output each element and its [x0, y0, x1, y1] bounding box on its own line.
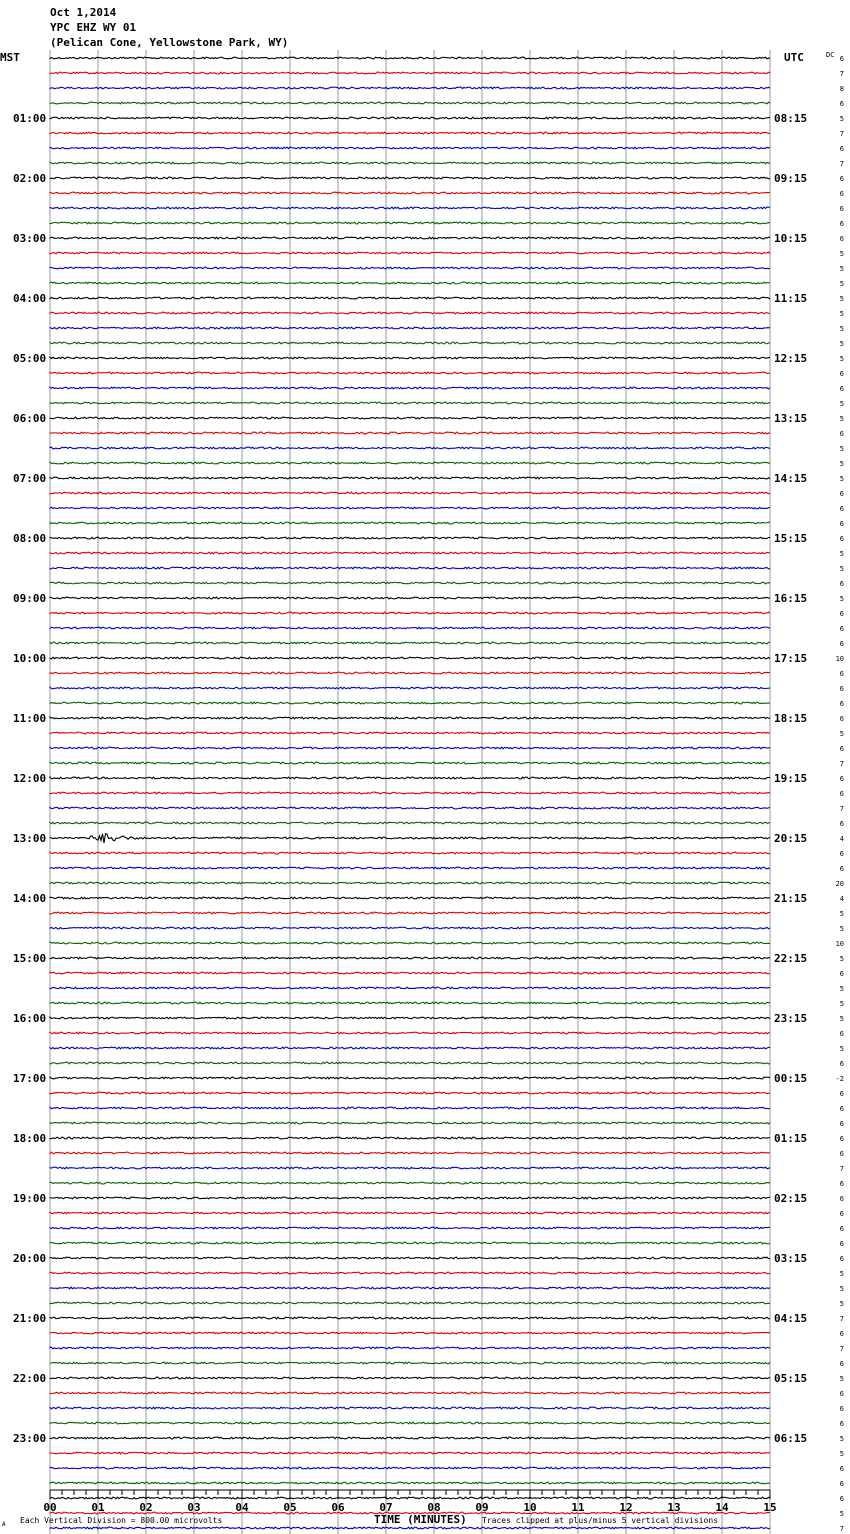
dc-offset-row-47: 7	[839, 760, 844, 768]
utc-label-2315: 23:15	[774, 1012, 808, 1025]
dc-offset-row-18: 5	[839, 325, 844, 333]
trace-row-34	[50, 567, 770, 569]
mst-label-1300: 13:00	[13, 832, 47, 845]
trace-row-30	[50, 507, 770, 509]
trace-row-10	[50, 207, 770, 209]
utc-label-1515: 15:15	[774, 532, 808, 545]
trace-row-27	[50, 462, 770, 464]
mst-label-1600: 16:00	[13, 1012, 47, 1025]
trace-row-37	[50, 612, 770, 614]
dc-offset-row-60: 5	[839, 955, 844, 963]
dc-offset-row-58: 5	[839, 925, 844, 933]
trace-row-17	[50, 312, 770, 314]
trace-row-21	[50, 372, 770, 374]
dc-offset-row-88: 5	[839, 1375, 844, 1383]
dc-offset-row-36: 5	[839, 595, 844, 603]
trace-row-14	[50, 267, 770, 269]
dc-offset-row-20: 5	[839, 355, 844, 363]
dc-offset-row-9: 6	[839, 190, 844, 198]
trace-row-47	[50, 762, 770, 764]
dc-offset-row-81: 5	[839, 1270, 844, 1278]
trace-row-26	[50, 447, 770, 449]
dc-offset-column	[836, 55, 844, 1534]
trace-row-48	[50, 777, 770, 779]
dc-offset-row-40: 10	[835, 655, 844, 663]
dc-offset-row-96: 6	[839, 1495, 844, 1503]
header-date: Oct 1,2014	[50, 6, 117, 19]
trace-row-84	[50, 1317, 770, 1319]
utc-label-0515: 05:15	[774, 1372, 808, 1385]
utc-label-1815: 18:15	[774, 712, 808, 725]
trace-row-44	[50, 717, 770, 719]
dc-offset-row-33: 5	[839, 550, 844, 558]
trace-row-90	[50, 1407, 770, 1409]
right-timezone-label: UTC	[784, 51, 804, 64]
trace-row-89	[50, 1392, 770, 1394]
dc-offset-row-22: 6	[839, 385, 844, 393]
dc-offset-row-28: 5	[839, 475, 844, 483]
dc-offset-row-92: 5	[839, 1435, 844, 1443]
trace-row-64	[50, 1017, 770, 1019]
utc-label-1915: 19:15	[774, 772, 808, 785]
trace-row-20	[50, 357, 770, 359]
x-axis-title: TIME (MINUTES)	[374, 1513, 467, 1526]
trace-row-6	[50, 147, 770, 149]
trace-row-33	[50, 552, 770, 554]
dc-offset-row-44: 6	[839, 715, 844, 723]
trace-row-39	[50, 642, 770, 644]
x-tick-label-02: 02	[139, 1501, 153, 1514]
utc-label-1415: 14:15	[774, 472, 808, 485]
header-channel: YPC EHZ WY 01	[50, 21, 137, 34]
trace-row-74	[50, 1167, 770, 1169]
trace-row-87	[50, 1362, 770, 1364]
dc-offset-row-2: 8	[839, 85, 844, 93]
dc-offset-row-52: 4	[839, 835, 844, 843]
dc-offset-row-80: 6	[839, 1255, 844, 1263]
dc-offset-row-97: 5	[839, 1510, 844, 1518]
mst-label-2000: 20:00	[13, 1252, 47, 1265]
mst-label-0300: 03:00	[13, 232, 47, 245]
x-tick-label-13: 13	[667, 1501, 681, 1514]
trace-row-24	[50, 417, 770, 419]
header-location: (Pelican Cone, Yellowstone Park, WY)	[50, 36, 289, 49]
utc-label-1315: 13:15	[774, 412, 808, 425]
trace-row-69	[50, 1092, 770, 1094]
trace-row-92	[50, 1437, 770, 1439]
trace-row-60	[50, 957, 770, 959]
dc-offset-row-53: 6	[839, 850, 844, 858]
dc-offset-row-78: 6	[839, 1225, 844, 1233]
dc-offset-row-73: 6	[839, 1150, 844, 1158]
trace-row-36	[50, 597, 770, 599]
trace-row-7	[50, 162, 770, 164]
dc-offset-row-27: 5	[839, 460, 844, 468]
x-axis	[43, 1490, 776, 1514]
trace-row-63	[50, 1002, 770, 1004]
trace-row-62	[50, 987, 770, 989]
dc-offset-row-19: 5	[839, 340, 844, 348]
dc-offset-row-5: 7	[839, 130, 844, 138]
mst-label-1100: 11:00	[13, 712, 47, 725]
trace-group	[50, 57, 770, 1534]
x-tick-label-15: 15	[763, 1501, 777, 1514]
dc-offset-row-32: 6	[839, 535, 844, 543]
x-tick-label-06: 06	[331, 1501, 345, 1514]
utc-label-0315: 03:15	[774, 1252, 808, 1265]
dc-offset-row-67: 6	[839, 1060, 844, 1068]
mst-label-0800: 08:00	[13, 532, 47, 545]
trace-row-70	[50, 1107, 770, 1109]
dc-offset-row-13: 5	[839, 250, 844, 258]
trace-row-95	[50, 1482, 770, 1484]
dc-offset-row-43: 6	[839, 700, 844, 708]
trace-row-66	[50, 1047, 770, 1049]
dc-offset-row-1: 7	[839, 70, 844, 78]
dc-offset-row-55: 20	[835, 880, 844, 888]
dc-offset-row-35: 6	[839, 580, 844, 588]
trace-row-88	[50, 1377, 770, 1379]
trace-row-28	[50, 477, 770, 479]
trace-row-80	[50, 1257, 770, 1259]
trace-row-45	[50, 732, 770, 734]
utc-label-0815: 08:15	[774, 112, 808, 125]
dc-offset-row-75: 6	[839, 1180, 844, 1188]
trace-row-72	[50, 1137, 770, 1139]
trace-row-49	[50, 792, 770, 794]
trace-row-59	[50, 942, 770, 944]
trace-row-16	[50, 297, 770, 299]
left-timezone-label: MST	[0, 51, 20, 64]
mst-label-1800: 18:00	[13, 1132, 47, 1145]
mst-label-0400: 04:00	[13, 292, 47, 305]
utc-label-1015: 10:15	[774, 232, 808, 245]
trace-row-4	[50, 117, 770, 119]
utc-label-2215: 22:15	[774, 952, 808, 965]
trace-row-12	[50, 237, 770, 239]
trace-row-58	[50, 927, 770, 929]
trace-row-78	[50, 1227, 770, 1229]
dc-offset-row-8: 6	[839, 175, 844, 183]
mst-label-1700: 17:00	[13, 1072, 47, 1085]
dc-offset-row-77: 6	[839, 1210, 844, 1218]
trace-row-81	[50, 1272, 770, 1274]
x-tick-label-04: 04	[235, 1501, 249, 1514]
trace-row-71	[50, 1122, 770, 1124]
mst-label-0100: 01:00	[13, 112, 47, 125]
trace-row-76	[50, 1197, 770, 1199]
trace-row-8	[50, 177, 770, 179]
utc-hour-labels	[774, 112, 807, 1445]
dc-offset-row-95: 6	[839, 1480, 844, 1488]
utc-label-0215: 02:15	[774, 1192, 808, 1205]
x-tick-label-09: 09	[475, 1501, 489, 1514]
trace-row-52	[50, 834, 770, 843]
dc-offset-row-25: 6	[839, 430, 844, 438]
utc-label-1615: 16:15	[774, 592, 808, 605]
trace-row-9	[50, 192, 770, 194]
trace-row-18	[50, 327, 770, 329]
dc-offset-row-71: 6	[839, 1120, 844, 1128]
x-tick-label-01: 01	[91, 1501, 105, 1514]
trace-row-22	[50, 387, 770, 389]
utc-label-1215: 12:15	[774, 352, 808, 365]
dc-offset-row-26: 5	[839, 445, 844, 453]
mst-label-2300: 23:00	[13, 1432, 47, 1445]
utc-label-2015: 20:15	[774, 832, 808, 845]
x-tick-label-08: 08	[427, 1501, 441, 1514]
dc-offset-row-11: 6	[839, 220, 844, 228]
dc-offset-row-24: 5	[839, 415, 844, 423]
trace-row-98	[50, 1527, 770, 1529]
dc-offset-row-64: 5	[839, 1015, 844, 1023]
dc-offset-row-6: 6	[839, 145, 844, 153]
trace-row-40	[50, 657, 770, 659]
mst-label-2100: 21:00	[13, 1312, 47, 1325]
dc-offset-row-38: 6	[839, 625, 844, 633]
trace-row-96	[50, 1497, 770, 1499]
dc-offset-row-15: 5	[839, 280, 844, 288]
dc-offset-row-62: 5	[839, 985, 844, 993]
dc-offset-row-91: 6	[839, 1420, 844, 1428]
x-tick-label-14: 14	[715, 1501, 729, 1514]
mst-label-1000: 10:00	[13, 652, 47, 665]
mst-hour-labels	[13, 112, 46, 1445]
dc-offset-row-68: -2	[835, 1075, 844, 1083]
dc-offset-row-94: 6	[839, 1465, 844, 1473]
trace-row-13	[50, 252, 770, 254]
trace-row-54	[50, 867, 770, 869]
dc-offset-row-93: 5	[839, 1450, 844, 1458]
dc-offset-row-83: 5	[839, 1300, 844, 1308]
dc-offset-row-46: 6	[839, 745, 844, 753]
dc-offset-row-57: 5	[839, 910, 844, 918]
utc-label-0415: 04:15	[774, 1312, 808, 1325]
mst-label-1500: 15:00	[13, 952, 47, 965]
trace-row-86	[50, 1347, 770, 1349]
trace-row-91	[50, 1422, 770, 1424]
dc-offset-row-76: 6	[839, 1195, 844, 1203]
trace-row-15	[50, 282, 770, 284]
utc-label-2115: 21:15	[774, 892, 808, 905]
dc-offset-row-23: 5	[839, 400, 844, 408]
trace-row-46	[50, 747, 770, 749]
trace-row-0	[50, 57, 770, 59]
dc-offset-row-7: 7	[839, 160, 844, 168]
dc-offset-row-79: 6	[839, 1240, 844, 1248]
dc-offset-row-70: 6	[839, 1105, 844, 1113]
dc-offset-row-98: 7	[839, 1525, 844, 1533]
dc-offset-row-0: 6	[839, 55, 844, 63]
dc-offset-row-72: 6	[839, 1135, 844, 1143]
trace-row-50	[50, 807, 770, 809]
dc-offset-row-85: 6	[839, 1330, 844, 1338]
dc-offset-row-86: 7	[839, 1345, 844, 1353]
mst-label-1400: 14:00	[13, 892, 47, 905]
utc-label-1715: 17:15	[774, 652, 808, 665]
dc-offset-row-16: 5	[839, 295, 844, 303]
utc-label-0615: 06:15	[774, 1432, 808, 1445]
corner-mark: A	[2, 1521, 6, 1528]
dc-offset-row-29: 6	[839, 490, 844, 498]
x-tick-label-00: 00	[43, 1501, 57, 1514]
utc-label-1115: 11:15	[774, 292, 808, 305]
trace-row-55	[50, 882, 770, 884]
mst-label-2200: 22:00	[13, 1372, 47, 1385]
dc-offset-row-82: 5	[839, 1285, 844, 1293]
dc-offset-row-59: 10	[835, 940, 844, 948]
trace-row-57	[50, 912, 770, 914]
trace-row-73	[50, 1152, 770, 1154]
trace-row-5	[50, 132, 770, 134]
dc-offset-row-84: 7	[839, 1315, 844, 1323]
dc-offset-row-50: 7	[839, 805, 844, 813]
utc-label-0915: 09:15	[774, 172, 808, 185]
trace-row-56	[50, 897, 770, 899]
dc-offset-row-14: 5	[839, 265, 844, 273]
trace-row-77	[50, 1212, 770, 1214]
dc-offset-row-56: 4	[839, 895, 844, 903]
dc-offset-row-61: 6	[839, 970, 844, 978]
dc-offset-row-31: 6	[839, 520, 844, 528]
dc-offset-row-42: 6	[839, 685, 844, 693]
trace-row-38	[50, 627, 770, 629]
trace-row-23	[50, 402, 770, 404]
dc-offset-row-74: 7	[839, 1165, 844, 1173]
trace-row-35	[50, 582, 770, 584]
dc-offset-row-54: 6	[839, 865, 844, 873]
dc-offset-row-17: 5	[839, 310, 844, 318]
dc-offset-row-37: 6	[839, 610, 844, 618]
dc-offset-row-30: 6	[839, 505, 844, 513]
trace-row-41	[50, 672, 770, 674]
utc-label-0015: 00:15	[774, 1072, 808, 1085]
trace-row-11	[50, 222, 770, 224]
x-tick-label-05: 05	[283, 1501, 297, 1514]
clip-note: Traces clipped at plus/minus 5 vertical divisions	[482, 1516, 719, 1525]
mst-label-0200: 02:00	[13, 172, 47, 185]
dc-offset-row-45: 5	[839, 730, 844, 738]
dc-label: DC	[826, 51, 835, 59]
mst-label-0700: 07:00	[13, 472, 47, 485]
dc-offset-row-34: 5	[839, 565, 844, 573]
dc-offset-row-39: 6	[839, 640, 844, 648]
dc-offset-row-69: 6	[839, 1090, 844, 1098]
mst-label-1900: 19:00	[13, 1192, 47, 1205]
dc-offset-row-87: 6	[839, 1360, 844, 1368]
trace-row-61	[50, 972, 770, 974]
trace-row-83	[50, 1302, 770, 1304]
trace-row-32	[50, 537, 770, 539]
trace-row-75	[50, 1182, 770, 1184]
trace-row-3	[50, 102, 770, 104]
x-tick-label-11: 11	[571, 1501, 585, 1514]
trace-row-19	[50, 342, 770, 344]
dc-offset-row-4: 5	[839, 115, 844, 123]
trace-row-53	[50, 852, 770, 854]
trace-row-29	[50, 492, 770, 494]
dc-offset-row-90: 6	[839, 1405, 844, 1413]
dc-offset-row-12: 6	[839, 235, 844, 243]
trace-row-31	[50, 522, 770, 524]
mst-label-1200: 12:00	[13, 772, 47, 785]
trace-row-42	[50, 687, 770, 689]
x-tick-label-12: 12	[619, 1501, 633, 1514]
trace-row-82	[50, 1287, 770, 1289]
trace-row-94	[50, 1467, 770, 1469]
x-tick-label-03: 03	[187, 1501, 201, 1514]
dc-offset-row-3: 6	[839, 100, 844, 108]
dc-offset-row-63: 5	[839, 1000, 844, 1008]
trace-row-43	[50, 702, 770, 704]
x-tick-label-07: 07	[379, 1501, 393, 1514]
mst-label-0500: 05:00	[13, 352, 47, 365]
trace-row-67	[50, 1062, 770, 1064]
trace-row-85	[50, 1332, 770, 1334]
trace-row-65	[50, 1032, 770, 1034]
dc-offset-row-66: 5	[839, 1045, 844, 1053]
x-tick-label-10: 10	[523, 1501, 537, 1514]
trace-row-93	[50, 1452, 770, 1454]
utc-label-0115: 01:15	[774, 1132, 808, 1145]
vertical-division-note: Each Vertical Division = 800.00 microvolts	[20, 1516, 223, 1525]
trace-row-25	[50, 432, 770, 434]
trace-row-1	[50, 72, 770, 74]
dc-offset-row-49: 6	[839, 790, 844, 798]
trace-row-79	[50, 1242, 770, 1244]
dc-offset-row-89: 6	[839, 1390, 844, 1398]
dc-offset-row-51: 6	[839, 820, 844, 828]
trace-row-2	[50, 87, 770, 89]
mst-label-0900: 09:00	[13, 592, 47, 605]
mst-label-0600: 06:00	[13, 412, 47, 425]
dc-offset-row-65: 6	[839, 1030, 844, 1038]
dc-offset-row-21: 6	[839, 370, 844, 378]
dc-offset-row-48: 6	[839, 775, 844, 783]
trace-row-68	[50, 1077, 770, 1079]
dc-offset-row-41: 6	[839, 670, 844, 678]
dc-offset-row-10: 6	[839, 205, 844, 213]
trace-row-51	[50, 822, 770, 824]
